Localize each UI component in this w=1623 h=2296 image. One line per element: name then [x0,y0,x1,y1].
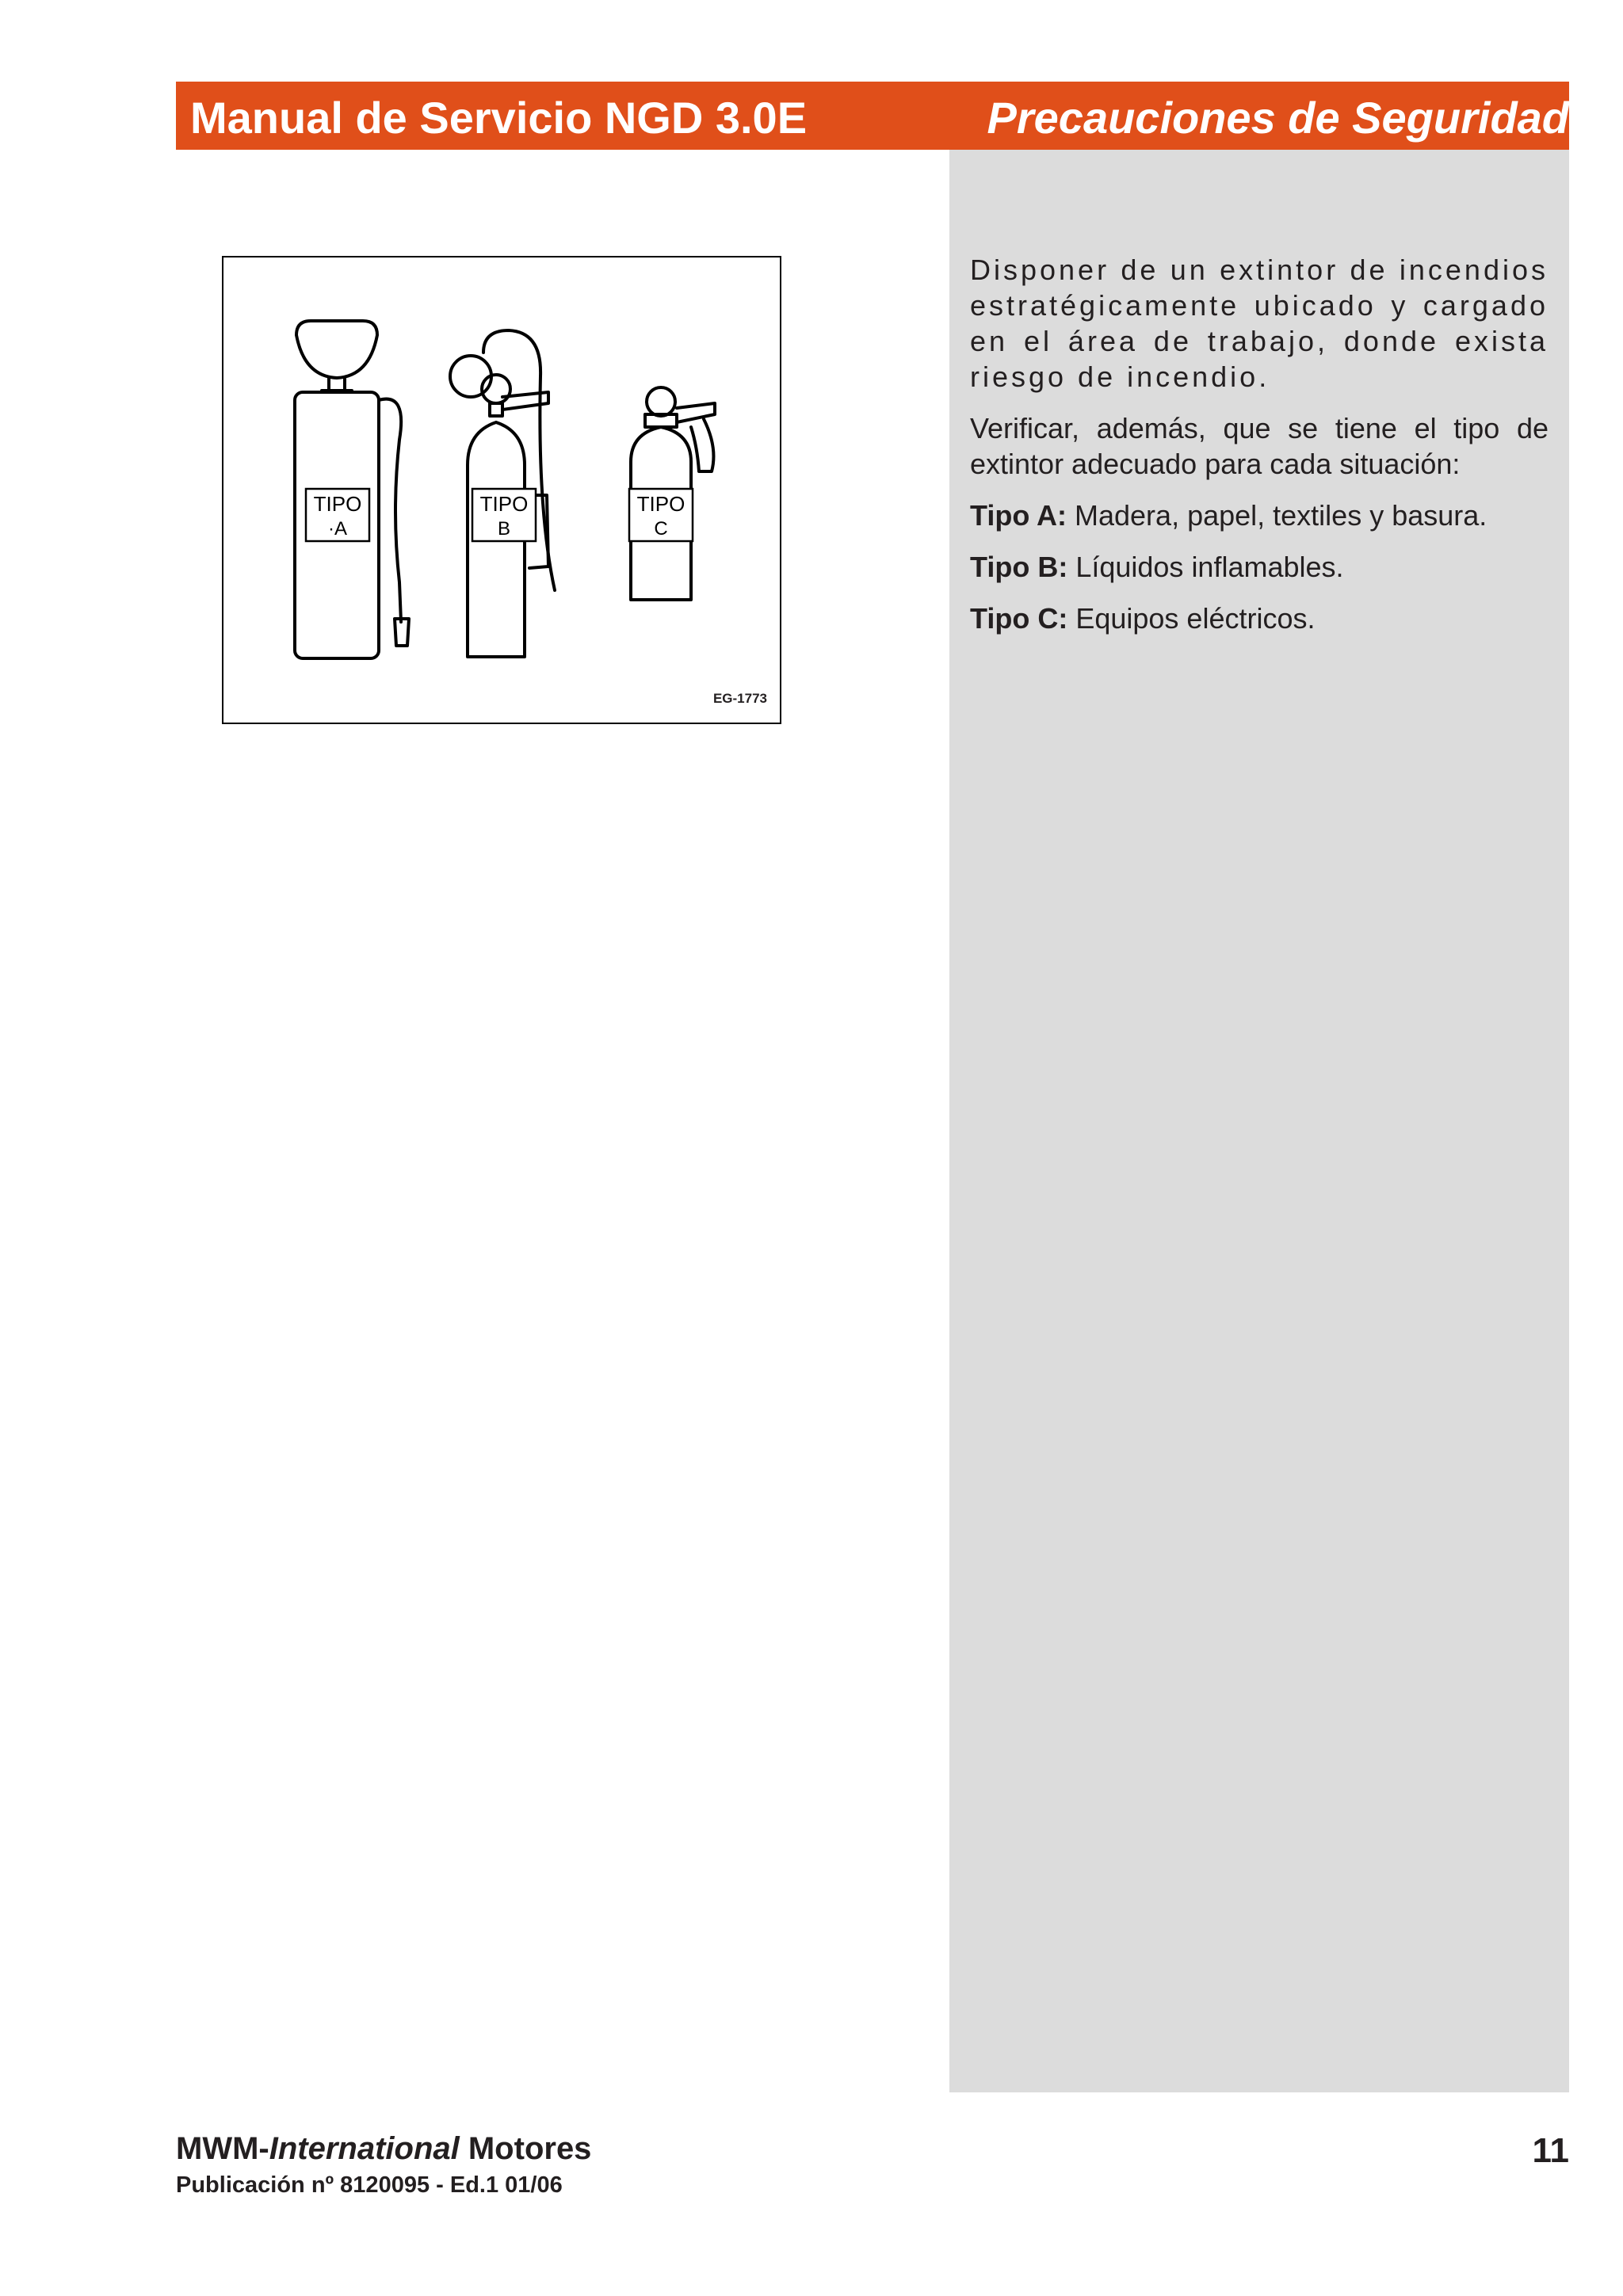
label-b-bottom: B [497,518,511,540]
brand-suffix: Motores [459,2131,592,2166]
label-b-top: TIPO [479,492,529,516]
section-title: Precauciones de Seguridad [987,93,1569,143]
brand-prefix: MWM- [176,2131,269,2166]
footer-brand [176,2131,591,2167]
page-number: 11 [1532,2131,1569,2170]
instructions-text [970,252,1549,652]
extinguisher-b-loop-ring [450,356,491,397]
extinguisher-figure [222,256,781,724]
extinguisher-c-gauge [647,387,675,416]
type-c-label: Tipo C: [970,602,1068,635]
label-c-top: TIPO [636,492,685,516]
type-b-line [970,549,1549,585]
type-a-label: Tipo A: [970,499,1067,532]
type-a-line [970,498,1549,533]
extinguisher-b-hose-loop [483,330,555,590]
label-a-top: TIPO [313,492,362,516]
label-a-bottom: ·A [328,518,347,540]
header-bar [176,82,1569,150]
type-c-line [970,601,1549,636]
type-b-label: Tipo B: [970,551,1068,583]
label-c-bottom: C [654,518,668,540]
type-c-description: Equipos eléctricos. [1075,602,1316,635]
extinguisher-a-hose [379,399,401,622]
extinguisher-c-hose [691,419,713,471]
paragraph-verify-type: Verificar, además, que se tiene el tipo de extintor adecuado para cada situación: [970,412,1549,480]
type-a-description: Madera, papel, textiles y basura. [1075,499,1487,532]
extinguisher-a-stem [322,378,352,392]
paragraph-fire-extinguisher: Disponer de un extintor de incendios estratégicamente ubicado y cargado en el área de trabajo, donde exista riesgo de incendio. [970,254,1549,393]
extinguisher-a-handle [296,321,377,378]
publication-info: Publicación nº 8120095 - Ed.1 01/06 [176,2172,563,2198]
figure-code: EG-1773 [712,691,767,706]
brand-international: International [269,2131,460,2166]
manual-title: Manual de Servicio NGD 3.0E [190,93,808,143]
extinguishers-illustration [223,257,780,723]
type-b-description: Líquidos inflamables. [1075,551,1344,583]
